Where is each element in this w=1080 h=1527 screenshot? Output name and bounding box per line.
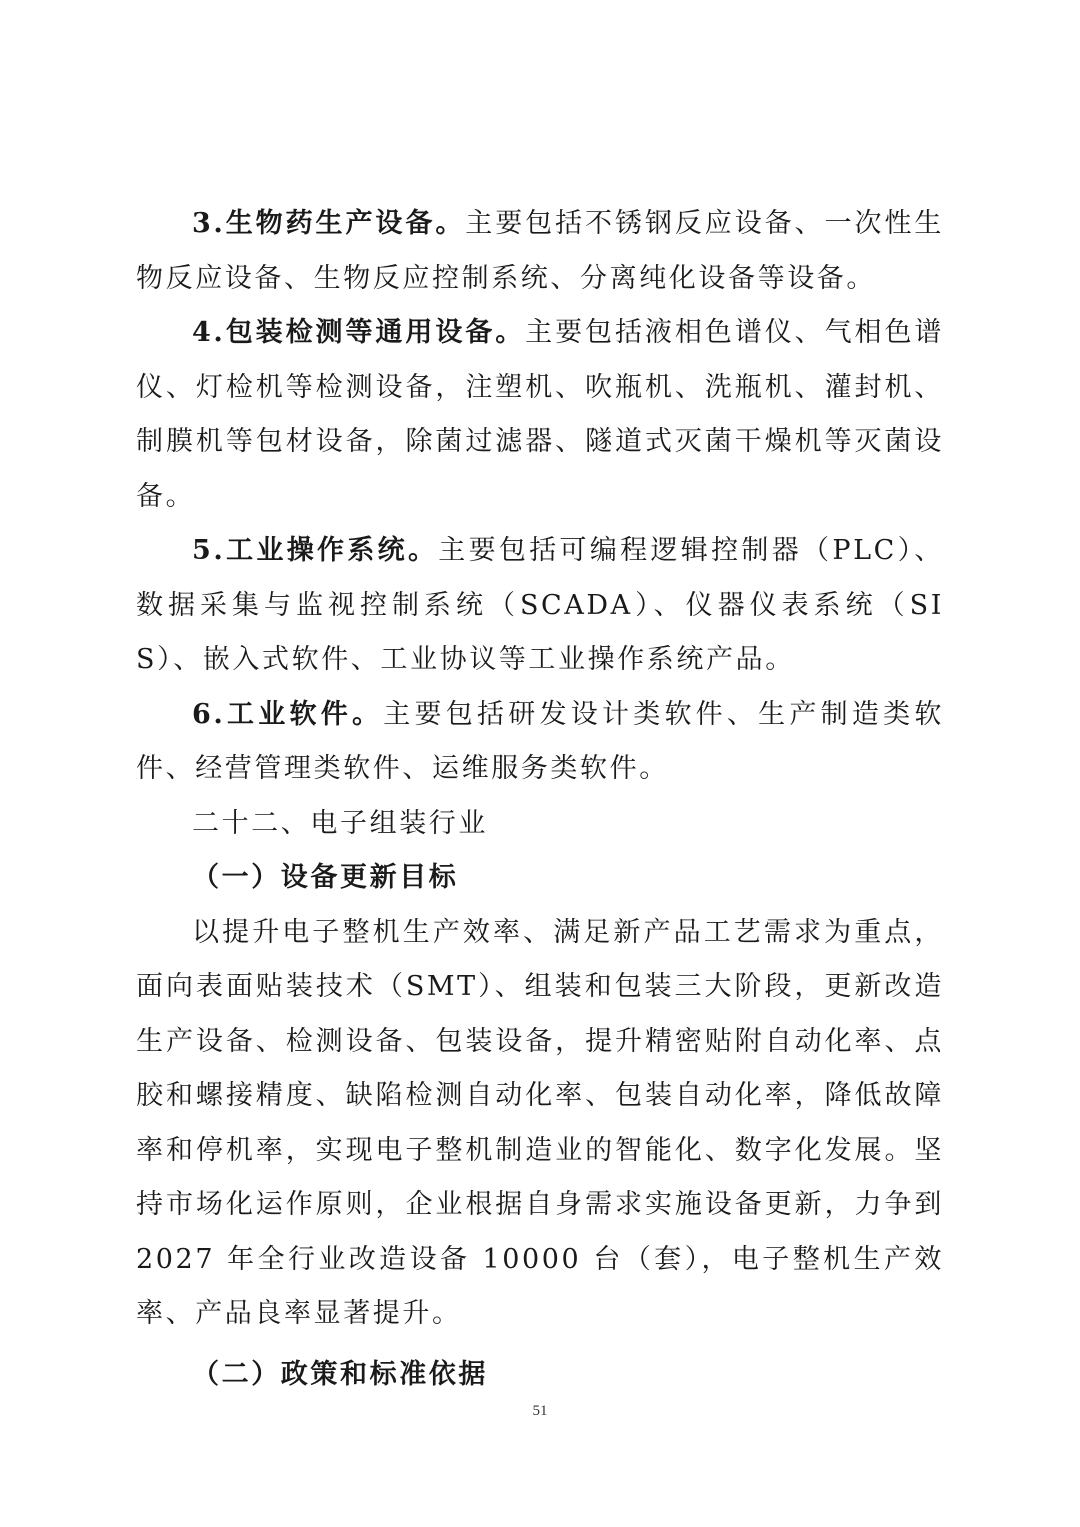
paragraph-item-3 bbox=[136, 197, 944, 306]
paragraph-item-5 bbox=[136, 524, 944, 688]
item-3-text: 主要包括不锈钢反应设备、一次性生物反应设备、生物反应控制系统、分离纯化设备等设备。 bbox=[136, 208, 944, 294]
paragraph-goals-body: 以提升电子整机生产效率、满足新产品工艺需求为重点，面向表面贴装技术（SMT）、组装和包装三大阶段，更新改造生产设备、检测设备、包装设备，提升精密贴附自动化率、点胶和螺接精度、缺陷检测自动化率、包装自动化率，降低故障率和停机率，实现电子整机制造业的智能化、数字化发展。坚持市场化运作原则，企业根据自身需求实施设备更新，力争到 2027 年全行业改造设备 10000 台（套），电子整机生产效率、产品良率显著提升。 bbox=[136, 916, 944, 1329]
subsection-heading-goals: （一）设备更新目标 bbox=[192, 862, 459, 893]
paragraph-item-6 bbox=[136, 688, 944, 797]
item-4-text: 主要包括液相色谱仪、气相色谱仪、灯检机等检测设备，注塑机、吹瓶机、洗瓶机、灌封机、制膜机等包材设备，除菌过滤器、隧道式灭菌干燥机等灭菌设备。 bbox=[136, 317, 944, 512]
item-3-lead: 3.生物药生产设备。 bbox=[192, 208, 466, 239]
item-4-lead: 4.包装检测等通用设备。 bbox=[192, 317, 526, 348]
chapter-heading: 二十二、电子组装行业 bbox=[192, 807, 488, 839]
page-number: 51 bbox=[532, 1403, 548, 1419]
item-6-text: 主要包括研发设计类软件、生产制造类软件、经营管理类软件、运维服务类软件。 bbox=[136, 698, 944, 784]
item-5-lead: 5.工业操作系统。 bbox=[192, 535, 439, 566]
item-5-text: 主要包括可编程逻辑控制器（PLC）、数据采集与监视控制系统（SCADA）、仪器仪表系统（SIS）、嵌入式软件、工业协议等工业操作系统产品。 bbox=[136, 535, 944, 675]
item-6-lead: 6.工业软件。 bbox=[192, 698, 384, 730]
subsection-heading-policy: （二）政策和标准依据 bbox=[192, 1358, 488, 1390]
paragraph-item-4 bbox=[136, 306, 944, 524]
page-content bbox=[136, 197, 944, 1402]
